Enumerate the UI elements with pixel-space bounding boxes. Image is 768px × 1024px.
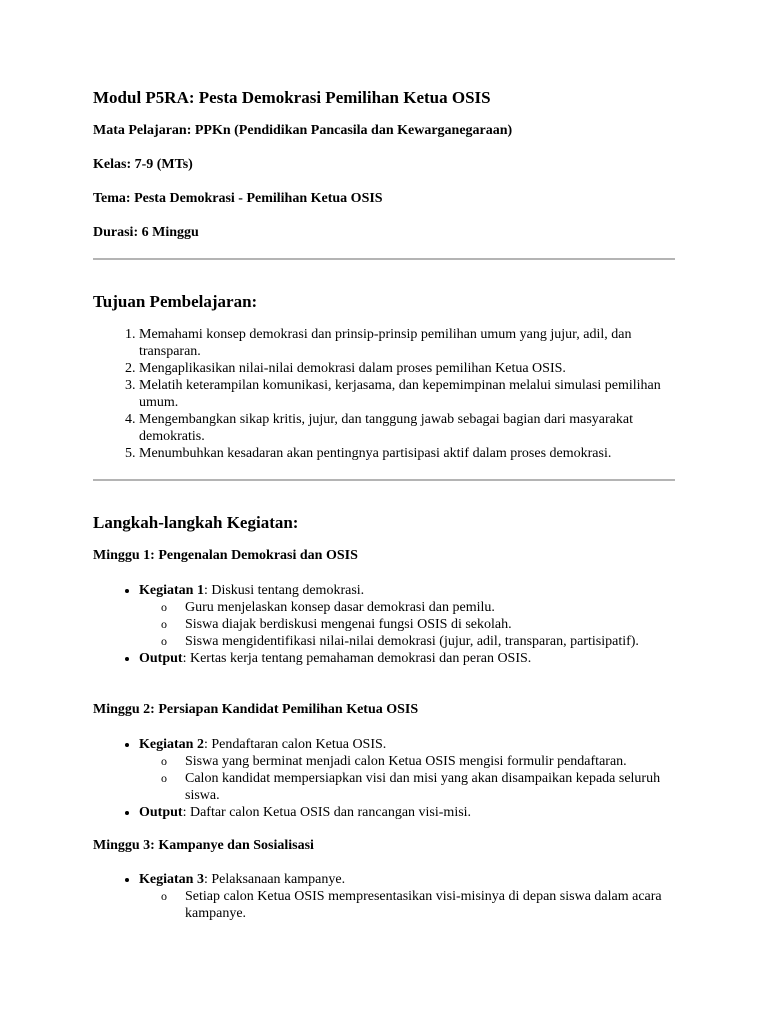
sub-item: o Siswa diajak berdiskusi mengenai fungsi OSIS di sekolah.	[185, 616, 679, 633]
activity-sub-list	[139, 888, 679, 922]
objective-item: 4. Mengembangkan sikap kritis, jujur, dan tanggung jawab sebagai bagian dari masyarakat demokratis.	[139, 411, 675, 445]
week-3-heading: Minggu 3: Kampanye dan Sosialisasi	[93, 838, 314, 853]
objectives-list	[93, 326, 675, 462]
sub-item: o Setiap calon Ketua OSIS mempresentasikan visi-misinya di depan siswa dalam acara kampanye.	[185, 888, 679, 922]
activity-sub-list	[139, 753, 679, 804]
activity-text: : Pendaftaran calon Ketua OSIS.	[203, 737, 387, 752]
sub-item: o Guru menjelaskan konsep dasar demokrasi dan pemilu.	[185, 599, 679, 616]
document-title: Modul P5RA: Pesta Demokrasi Pemilihan Ketua OSIS	[93, 88, 491, 107]
activity-item	[139, 582, 679, 650]
week-2-list	[93, 736, 679, 821]
sub-item: o Siswa yang berminat menjadi calon Ketua OSIS mengisi formulir pendaftaran.	[185, 753, 679, 770]
activities-heading: Langkah-langkah Kegiatan:	[93, 513, 299, 532]
activity-text: : Pelaksanaan kampanye.	[203, 872, 346, 887]
activity-label: Kegiatan 2	[139, 737, 204, 752]
output-item	[139, 804, 679, 821]
grade-line: Kelas: 7-9 (MTs)	[93, 157, 193, 172]
horizontal-divider	[93, 479, 675, 481]
objectives-heading: Tujuan Pembelajaran:	[93, 292, 258, 311]
output-label: Output	[139, 805, 183, 820]
activity-label: Kegiatan 3	[139, 872, 204, 887]
output-text: : Kertas kerja tentang pemahaman demokrasi dan peran OSIS.	[182, 651, 532, 666]
horizontal-divider	[93, 258, 675, 260]
objective-item: 3. Melatih keterampilan komunikasi, kerjasama, dan kepemimpinan melalui simulasi pemilihan umum.	[139, 377, 675, 411]
activity-label: Kegiatan 1	[139, 583, 204, 598]
sub-item: o Siswa mengidentifikasi nilai-nilai demokrasi (jujur, adil, transparan, partisipatif).	[185, 633, 679, 650]
week-3-list	[93, 871, 679, 922]
subject-line: Mata Pelajaran: PPKn (Pendidikan Pancasila dan Kewarganegaraan)	[93, 123, 513, 138]
activity-item	[139, 736, 679, 804]
week-1-list	[93, 582, 679, 667]
duration-line: Durasi: 6 Minggu	[93, 225, 199, 240]
theme-line: Tema: Pesta Demokrasi - Pemilihan Ketua OSIS	[93, 191, 383, 206]
objective-item: 2. Mengaplikasikan nilai-nilai demokrasi dalam proses pemilihan Ketua OSIS.	[139, 360, 675, 377]
activity-sub-list	[139, 599, 679, 650]
activity-item	[139, 871, 679, 922]
objective-item: 5. Menumbuhkan kesadaran akan pentingnya partisipasi aktif dalam proses demokrasi.	[139, 445, 675, 462]
output-label: Output	[139, 651, 183, 666]
sub-item: o Calon kandidat mempersiapkan visi dan misi yang akan disampaikan kepada seluruh siswa.	[185, 770, 679, 804]
week-1-heading: Minggu 1: Pengenalan Demokrasi dan OSIS	[93, 548, 358, 563]
week-2-heading: Minggu 2: Persiapan Kandidat Pemilihan Ketua OSIS	[93, 702, 419, 717]
output-text: : Daftar calon Ketua OSIS dan rancangan visi-misi.	[182, 805, 472, 820]
objective-item: 1. Memahami konsep demokrasi dan prinsip-prinsip pemilihan umum yang jujur, adil, dan transparan.	[139, 326, 675, 360]
output-item	[139, 650, 679, 667]
activity-text: : Diskusi tentang demokrasi.	[203, 583, 365, 598]
